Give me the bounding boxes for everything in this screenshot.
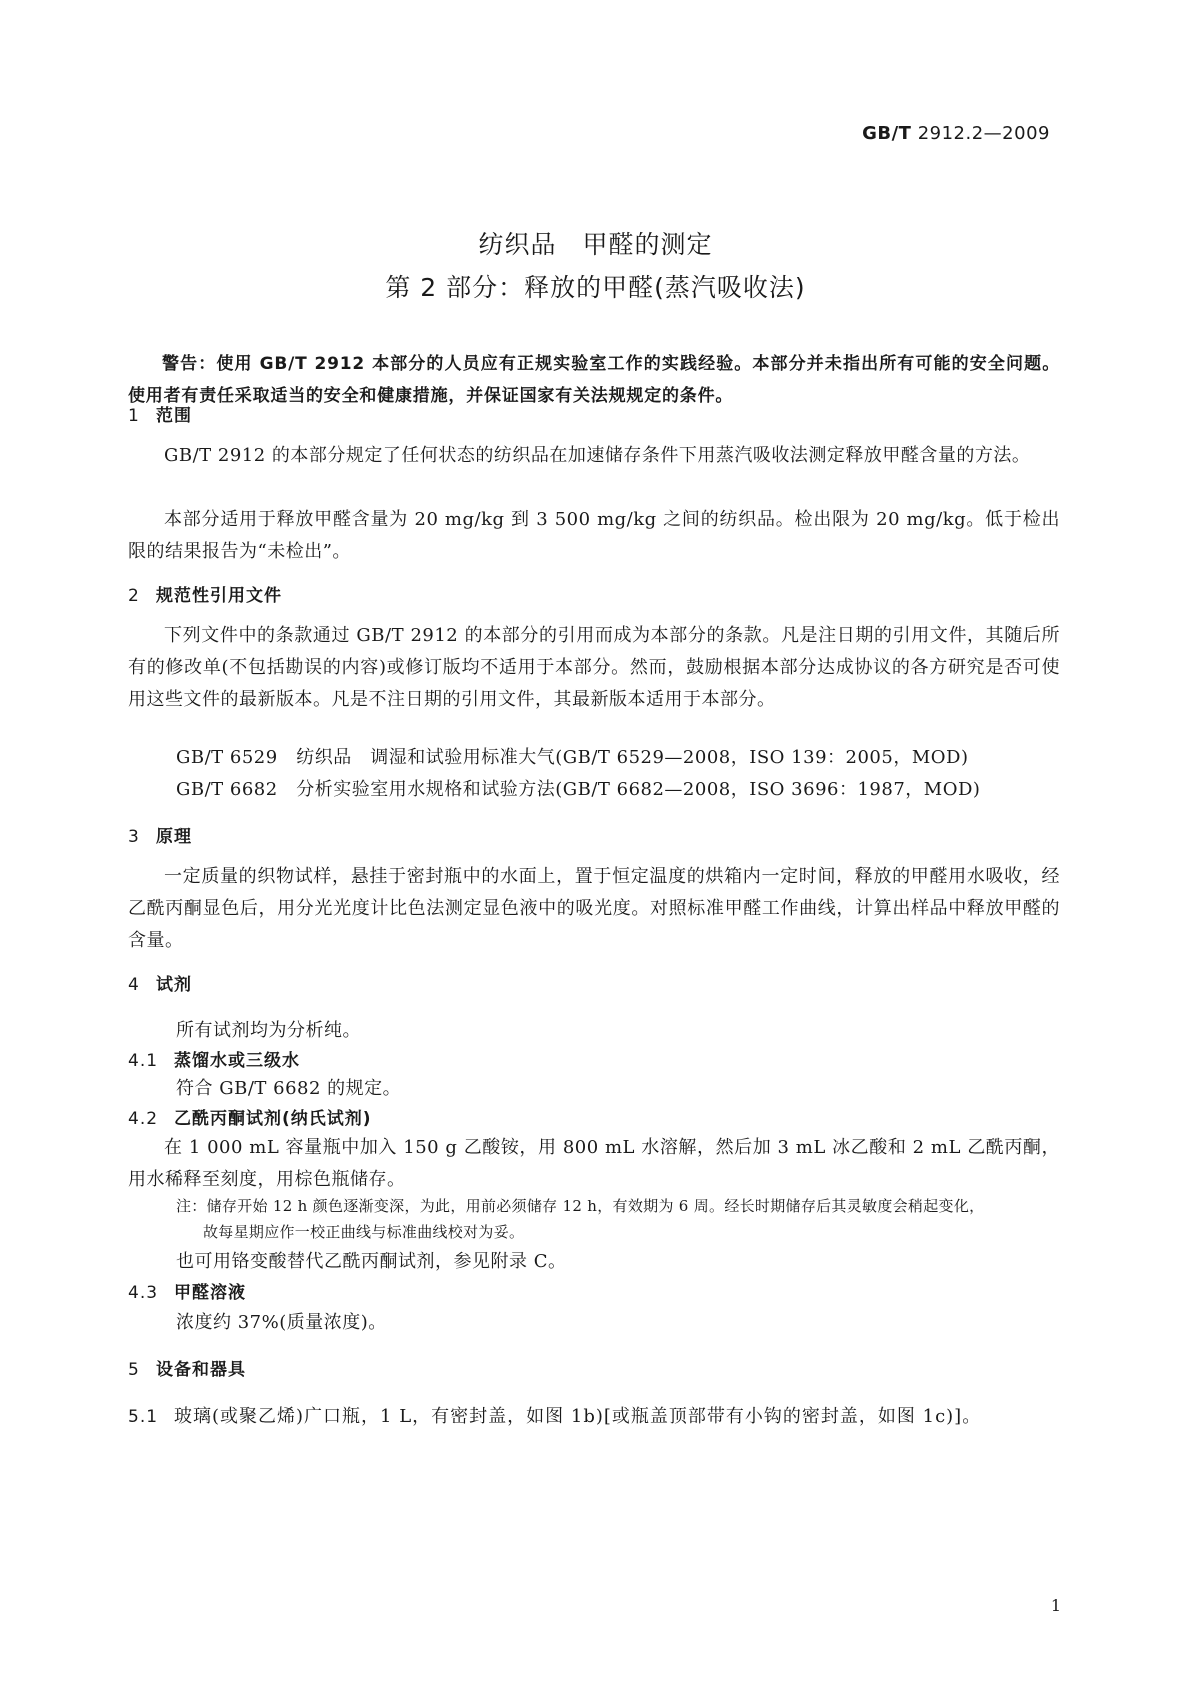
subsection-number: 4.1 bbox=[128, 1051, 159, 1071]
note-text-rest: 故每星期应作一校正曲线与标准曲线校对为妥。 bbox=[203, 1223, 525, 1241]
section-4-2-note bbox=[176, 1193, 1060, 1245]
subsection-number: 4.2 bbox=[128, 1109, 159, 1129]
section-title: 规范性引用文件 bbox=[156, 586, 282, 606]
section-1-paragraph-1: GB/T 2912 的本部分规定了任何状态的纺织品在加速储存条件下用蒸汽吸收法测定释放甲醛含量的方法。 bbox=[164, 445, 1031, 466]
section-number: 4 bbox=[128, 975, 140, 995]
section-title: 范围 bbox=[156, 406, 192, 426]
subsection-title: 蒸馏水或三级水 bbox=[174, 1051, 300, 1071]
section-5-1-item bbox=[128, 1402, 981, 1428]
section-number: 3 bbox=[128, 827, 140, 847]
section-title: 试剂 bbox=[156, 975, 192, 995]
section-number: 5 bbox=[128, 1360, 140, 1380]
subsection-title-suffix: (纳氏试剂) bbox=[282, 1109, 372, 1129]
section-4-2-text: 在 1 000 mL 容量瓶中加入 150 g 乙酸铵，用 800 mL 水溶解，然后加 3 mL 冰乙酸和 2 mL 乙酰丙酮，用水稀释至刻度，用棕色瓶储存。 bbox=[128, 1137, 1060, 1190]
section-3-heading bbox=[128, 822, 192, 847]
section-4-1-text: 符合 GB/T 6682 的规定。 bbox=[176, 1078, 402, 1099]
section-number: 2 bbox=[128, 586, 140, 606]
subsection-number: 5.1 bbox=[128, 1407, 159, 1427]
subsection-title: 甲醛溶液 bbox=[174, 1283, 246, 1303]
standard-code-number: 2912.2—2009 bbox=[917, 123, 1050, 144]
normative-reference-1: GB/T 6529 纺织品 调湿和试验用标准大气(GB/T 6529—2008，ISO 139：2005，MOD) bbox=[176, 747, 969, 768]
document-title-line2: 第 2 部分：释放的甲醛(蒸汽吸收法) bbox=[385, 273, 806, 302]
warning-paragraph: 警告：使用 GB/T 2912 本部分的人员应有正规实验室工作的实践经验。本部分并未指出所有可能的安全问题。使用者有责任采取适当的安全和健康措施，并保证国家有关法规规定的条件。 bbox=[128, 354, 1060, 406]
standard-code bbox=[862, 123, 1050, 144]
section-2-paragraph-1: 下列文件中的条款通过 GB/T 2912 的本部分的引用而成为本部分的条款。凡是注日期的引用文件，其随后所有的修改单(不包括勘误的内容)或修订版均不适用于本部分。然而，鼓励根据本部分达成协议的各方研究是否可使用这些文件的最新版本。凡是不注日期的引用文件，其最新版本适用于本部分。 bbox=[128, 625, 1060, 710]
section-4-paragraph-1: 所有试剂均为分析纯。 bbox=[176, 1020, 361, 1041]
section-5-heading bbox=[128, 1355, 246, 1380]
section-4-2-heading bbox=[128, 1104, 372, 1129]
section-4-1-heading bbox=[128, 1046, 300, 1071]
section-title: 原理 bbox=[156, 827, 192, 847]
section-4-heading bbox=[128, 970, 192, 995]
normative-reference-2: GB/T 6682 分析实验室用水规格和试验方法(GB/T 6682—2008，ISO 3696：1987，MOD) bbox=[176, 779, 981, 800]
section-1-paragraph-2: 本部分适用于释放甲醛含量为 20 mg/kg 到 3 500 mg/kg 之间的纺织品。检出限为 20 mg/kg。低于检出限的结果报告为“未检出”。 bbox=[128, 509, 1060, 562]
page-number: 1 bbox=[1050, 1596, 1061, 1615]
section-4-2-alternative: 也可用铬变酸替代乙酰丙酮试剂，参见附录 C。 bbox=[176, 1251, 567, 1272]
subsection-title: 乙酰丙酮试剂 bbox=[174, 1109, 282, 1129]
section-number: 1 bbox=[128, 406, 140, 426]
section-4-3-heading bbox=[128, 1278, 246, 1303]
subsection-text: 玻璃(或聚乙烯)广口瓶，1 L，有密封盖，如图 1b)[或瓶盖顶部带有小钩的密封盖，如图 1c)]。 bbox=[174, 1406, 982, 1427]
section-2-heading bbox=[128, 581, 282, 606]
note-text-first: 注：储存开始 12 h 颜色逐渐变深，为此，用前必须储存 12 h，有效期为 6 周。经长时期储存后其灵敏度会稍起变化， bbox=[176, 1197, 985, 1215]
section-1-heading bbox=[128, 401, 192, 426]
document-title-line1: 纺织品 甲醛的测定 bbox=[478, 230, 713, 259]
section-3-paragraph-1: 一定质量的织物试样，悬挂于密封瓶中的水面上，置于恒定温度的烘箱内一定时间，释放的甲醛用水吸收，经乙酰丙酮显色后，用分光光度计比色法测定显色液中的吸光度。对照标准甲醛工作曲线，计算出样品中释放甲醛的含量。 bbox=[128, 866, 1060, 951]
section-4-3-text: 浓度约 37%(质量浓度)。 bbox=[176, 1312, 387, 1333]
subsection-number: 4.3 bbox=[128, 1283, 159, 1303]
standard-code-prefix: GB/T bbox=[862, 123, 912, 144]
section-title: 设备和器具 bbox=[156, 1360, 246, 1380]
